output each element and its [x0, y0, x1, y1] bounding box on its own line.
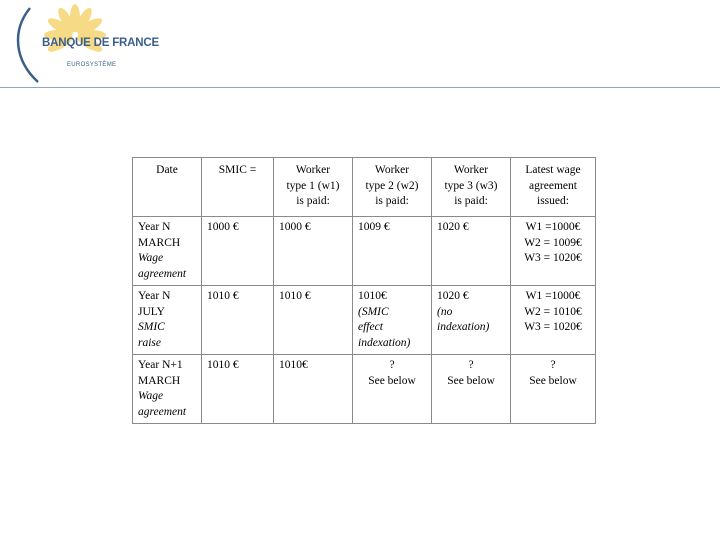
bank-name: BANQUE DE FRANCE	[42, 37, 159, 49]
eurosystem-label: EUROSYSTÈME	[67, 62, 117, 68]
cell-smic: 1010 €	[202, 355, 274, 424]
header-worker-2: Worker type 2 (w2) is paid:	[353, 158, 432, 217]
cell-w2: 1009 €	[353, 217, 432, 286]
header-date: Date	[133, 158, 202, 217]
cell-agreement: W1 =1000€ W2 = 1010€ W3 = 1020€	[511, 286, 596, 355]
header-divider	[0, 87, 720, 88]
cell-smic: 1010 €	[202, 286, 274, 355]
cell-w3: ? See below	[432, 355, 511, 424]
header-agreement: Latest wage agreement issued:	[511, 158, 596, 217]
cell-w1: 1010€	[274, 355, 353, 424]
cell-date: Year N+1 MARCH Wage agreement	[133, 355, 202, 424]
table-header-row	[133, 158, 596, 217]
bank-logo	[0, 0, 160, 95]
cell-w3: 1020 € (no indexation)	[432, 286, 511, 355]
table-row	[133, 355, 596, 424]
cell-w2: ? See below	[353, 355, 432, 424]
cell-date: Year N JULY SMIC raise	[133, 286, 202, 355]
table-row	[133, 286, 596, 355]
header-smic: SMIC =	[202, 158, 274, 217]
cell-w1: 1000 €	[274, 217, 353, 286]
cell-w1: 1010 €	[274, 286, 353, 355]
wage-table	[132, 157, 596, 424]
header-worker-1: Worker type 1 (w1) is paid:	[274, 158, 353, 217]
cell-w3: 1020 €	[432, 217, 511, 286]
cell-date: Year N MARCH Wage agreement	[133, 217, 202, 286]
table-row	[133, 217, 596, 286]
cell-w2: 1010€ (SMIC effect indexation)	[353, 286, 432, 355]
cell-agreement: ? See below	[511, 355, 596, 424]
cell-agreement: W1 =1000€ W2 = 1009€ W3 = 1020€	[511, 217, 596, 286]
header-worker-3: Worker type 3 (w3) is paid:	[432, 158, 511, 217]
cell-smic: 1000 €	[202, 217, 274, 286]
